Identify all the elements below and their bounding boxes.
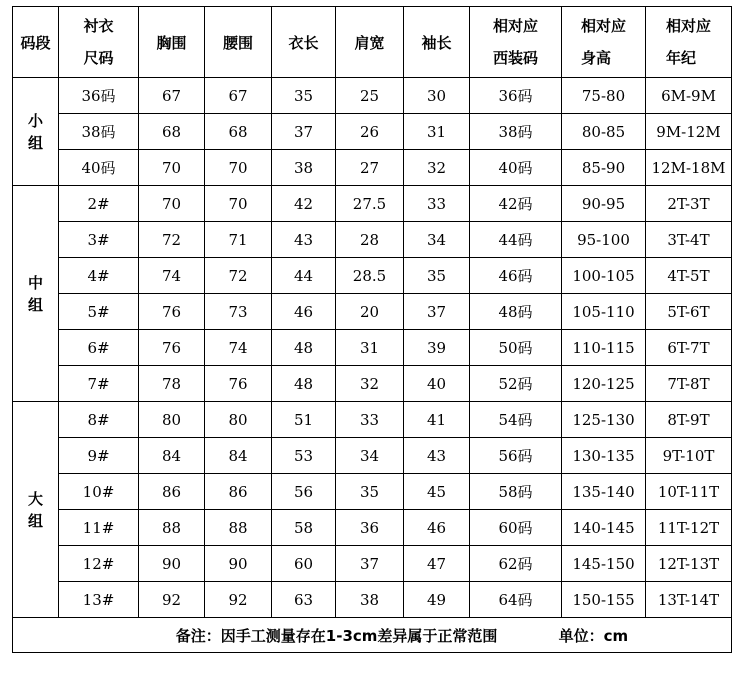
table-row — [13, 222, 732, 258]
cell-sleeve: 47 — [404, 546, 470, 582]
cell-shoulder: 26 — [336, 114, 404, 150]
cell-length: 51 — [272, 402, 336, 438]
header-shirt-size — [59, 7, 139, 78]
cell-sleeve: 35 — [404, 258, 470, 294]
cell-size: 36码 — [59, 78, 139, 114]
cell-waist: 67 — [205, 78, 272, 114]
table-row — [13, 510, 732, 546]
group-label-line2: 组 — [27, 295, 43, 314]
cell-chest: 68 — [139, 114, 205, 150]
cell-shoulder: 32 — [336, 366, 404, 402]
unit-text: 单位：cm — [558, 626, 629, 645]
cell-chest: 88 — [139, 510, 205, 546]
cell-length: 43 — [272, 222, 336, 258]
cell-chest: 86 — [139, 474, 205, 510]
cell-size: 13# — [59, 582, 139, 618]
cell-age: 2T-3T — [646, 186, 732, 222]
header-shoulder: 肩宽 — [336, 7, 404, 78]
cell-height: 100-105 — [562, 258, 646, 294]
header-suit-size — [470, 7, 562, 78]
cell-size: 8# — [59, 402, 139, 438]
header-shirt-size-line2: 尺码 — [83, 49, 114, 67]
header-height-line1: 相对应 — [580, 17, 626, 35]
cell-waist: 88 — [205, 510, 272, 546]
cell-waist: 68 — [205, 114, 272, 150]
cell-age: 8T-9T — [646, 402, 732, 438]
cell-sleeve: 37 — [404, 294, 470, 330]
cell-suit-size: 40码 — [470, 150, 562, 186]
cell-shoulder: 36 — [336, 510, 404, 546]
cell-chest: 80 — [139, 402, 205, 438]
cell-length: 56 — [272, 474, 336, 510]
cell-chest: 74 — [139, 258, 205, 294]
cell-suit-size: 38码 — [470, 114, 562, 150]
cell-age: 13T-14T — [646, 582, 732, 618]
cell-length: 48 — [272, 366, 336, 402]
cell-shoulder: 38 — [336, 582, 404, 618]
cell-waist: 70 — [205, 150, 272, 186]
cell-height: 95-100 — [562, 222, 646, 258]
header-segment: 码段 — [13, 7, 59, 78]
header-age — [646, 7, 732, 78]
header-chest: 胸围 — [139, 7, 205, 78]
table-row — [13, 114, 732, 150]
cell-chest: 84 — [139, 438, 205, 474]
header-suit-line2: 西装码 — [492, 49, 538, 67]
header-length: 衣长 — [272, 7, 336, 78]
cell-waist: 73 — [205, 294, 272, 330]
group-label-line1: 小 — [27, 111, 43, 130]
header-age-line2: 年纪 — [665, 49, 696, 67]
cell-height: 110-115 — [562, 330, 646, 366]
cell-sleeve: 49 — [404, 582, 470, 618]
cell-length: 38 — [272, 150, 336, 186]
cell-waist: 92 — [205, 582, 272, 618]
cell-age: 4T-5T — [646, 258, 732, 294]
cell-chest: 70 — [139, 186, 205, 222]
cell-waist: 74 — [205, 330, 272, 366]
table-row — [13, 294, 732, 330]
table-row — [13, 330, 732, 366]
table-row — [13, 582, 732, 618]
cell-length: 60 — [272, 546, 336, 582]
cell-size: 9# — [59, 438, 139, 474]
table-row — [13, 186, 732, 222]
cell-waist: 70 — [205, 186, 272, 222]
cell-size: 12# — [59, 546, 139, 582]
note-row — [13, 618, 732, 653]
cell-suit-size: 48码 — [470, 294, 562, 330]
cell-suit-size: 44码 — [470, 222, 562, 258]
header-age-line1: 相对应 — [665, 17, 711, 35]
cell-length: 44 — [272, 258, 336, 294]
group-label — [13, 78, 59, 186]
cell-chest: 90 — [139, 546, 205, 582]
cell-age: 12T-13T — [646, 546, 732, 582]
cell-suit-size: 56码 — [470, 438, 562, 474]
cell-shoulder: 28 — [336, 222, 404, 258]
cell-chest: 76 — [139, 330, 205, 366]
cell-waist: 71 — [205, 222, 272, 258]
cell-shoulder: 33 — [336, 402, 404, 438]
cell-chest: 72 — [139, 222, 205, 258]
cell-height: 150-155 — [562, 582, 646, 618]
cell-height: 145-150 — [562, 546, 646, 582]
cell-waist: 80 — [205, 402, 272, 438]
cell-height: 90-95 — [562, 186, 646, 222]
cell-age: 10T-11T — [646, 474, 732, 510]
cell-age: 7T-8T — [646, 366, 732, 402]
table-row — [13, 258, 732, 294]
cell-height: 140-145 — [562, 510, 646, 546]
cell-suit-size: 46码 — [470, 258, 562, 294]
cell-height: 85-90 — [562, 150, 646, 186]
cell-suit-size: 54码 — [470, 402, 562, 438]
cell-height: 75-80 — [562, 78, 646, 114]
cell-sleeve: 32 — [404, 150, 470, 186]
header-waist: 腰围 — [205, 7, 272, 78]
table-row — [13, 150, 732, 186]
header-shirt-size-line1: 衬衣 — [83, 17, 114, 35]
group-label — [13, 402, 59, 618]
cell-length: 63 — [272, 582, 336, 618]
cell-shoulder: 25 — [336, 78, 404, 114]
group-label — [13, 186, 59, 402]
cell-suit-size: 60码 — [470, 510, 562, 546]
table-row — [13, 474, 732, 510]
table-row — [13, 402, 732, 438]
cell-size: 38码 — [59, 114, 139, 150]
cell-sleeve: 34 — [404, 222, 470, 258]
cell-suit-size: 58码 — [470, 474, 562, 510]
header-height-line2: 身高 — [580, 49, 611, 67]
group-label-line1: 中 — [27, 273, 43, 292]
cell-waist: 84 — [205, 438, 272, 474]
cell-size: 5# — [59, 294, 139, 330]
header-suit-line1: 相对应 — [492, 17, 538, 35]
header-height — [562, 7, 646, 78]
header-row — [13, 7, 732, 78]
cell-waist: 76 — [205, 366, 272, 402]
cell-height: 130-135 — [562, 438, 646, 474]
cell-height: 125-130 — [562, 402, 646, 438]
cell-shoulder: 35 — [336, 474, 404, 510]
cell-suit-size: 62码 — [470, 546, 562, 582]
cell-waist: 72 — [205, 258, 272, 294]
cell-sleeve: 43 — [404, 438, 470, 474]
table-row — [13, 438, 732, 474]
cell-sleeve: 31 — [404, 114, 470, 150]
cell-shoulder: 31 — [336, 330, 404, 366]
cell-chest: 78 — [139, 366, 205, 402]
cell-size: 10# — [59, 474, 139, 510]
cell-size: 2# — [59, 186, 139, 222]
cell-height: 135-140 — [562, 474, 646, 510]
group-label-line2: 组 — [27, 511, 43, 530]
cell-suit-size: 36码 — [470, 78, 562, 114]
cell-length: 35 — [272, 78, 336, 114]
cell-length: 37 — [272, 114, 336, 150]
cell-age: 6T-7T — [646, 330, 732, 366]
size-chart-body — [13, 78, 732, 618]
cell-chest: 67 — [139, 78, 205, 114]
cell-shoulder: 27.5 — [336, 186, 404, 222]
header-sleeve: 袖长 — [404, 7, 470, 78]
cell-age: 3T-4T — [646, 222, 732, 258]
cell-size: 11# — [59, 510, 139, 546]
cell-suit-size: 52码 — [470, 366, 562, 402]
cell-suit-size: 64码 — [470, 582, 562, 618]
cell-suit-size: 42码 — [470, 186, 562, 222]
cell-length: 46 — [272, 294, 336, 330]
cell-size: 6# — [59, 330, 139, 366]
cell-age: 12M-18M — [646, 150, 732, 186]
cell-shoulder: 28.5 — [336, 258, 404, 294]
table-row — [13, 546, 732, 582]
cell-waist: 90 — [205, 546, 272, 582]
table-row — [13, 366, 732, 402]
cell-size: 3# — [59, 222, 139, 258]
cell-length: 42 — [272, 186, 336, 222]
cell-sleeve: 33 — [404, 186, 470, 222]
cell-sleeve: 40 — [404, 366, 470, 402]
cell-sleeve: 39 — [404, 330, 470, 366]
cell-sleeve: 30 — [404, 78, 470, 114]
cell-sleeve: 41 — [404, 402, 470, 438]
cell-shoulder: 27 — [336, 150, 404, 186]
group-label-line2: 组 — [27, 133, 43, 152]
cell-age: 5T-6T — [646, 294, 732, 330]
cell-age: 9M-12M — [646, 114, 732, 150]
cell-age: 9T-10T — [646, 438, 732, 474]
cell-size: 4# — [59, 258, 139, 294]
size-chart-table — [12, 6, 732, 653]
cell-chest: 70 — [139, 150, 205, 186]
cell-height: 80-85 — [562, 114, 646, 150]
cell-size: 40码 — [59, 150, 139, 186]
note-cell — [13, 618, 732, 653]
table-row — [13, 78, 732, 114]
cell-size: 7# — [59, 366, 139, 402]
cell-suit-size: 50码 — [470, 330, 562, 366]
cell-shoulder: 20 — [336, 294, 404, 330]
cell-chest: 76 — [139, 294, 205, 330]
cell-shoulder: 34 — [336, 438, 404, 474]
cell-age: 6M-9M — [646, 78, 732, 114]
group-label-line1: 大 — [27, 489, 43, 508]
cell-waist: 86 — [205, 474, 272, 510]
cell-height: 105-110 — [562, 294, 646, 330]
cell-length: 53 — [272, 438, 336, 474]
cell-chest: 92 — [139, 582, 205, 618]
cell-length: 48 — [272, 330, 336, 366]
cell-shoulder: 37 — [336, 546, 404, 582]
cell-length: 58 — [272, 510, 336, 546]
cell-age: 11T-12T — [646, 510, 732, 546]
cell-sleeve: 45 — [404, 474, 470, 510]
cell-sleeve: 46 — [404, 510, 470, 546]
note-text: 备注：因手工测量存在1-3cm差异属于正常范围 — [175, 626, 498, 645]
cell-height: 120-125 — [562, 366, 646, 402]
